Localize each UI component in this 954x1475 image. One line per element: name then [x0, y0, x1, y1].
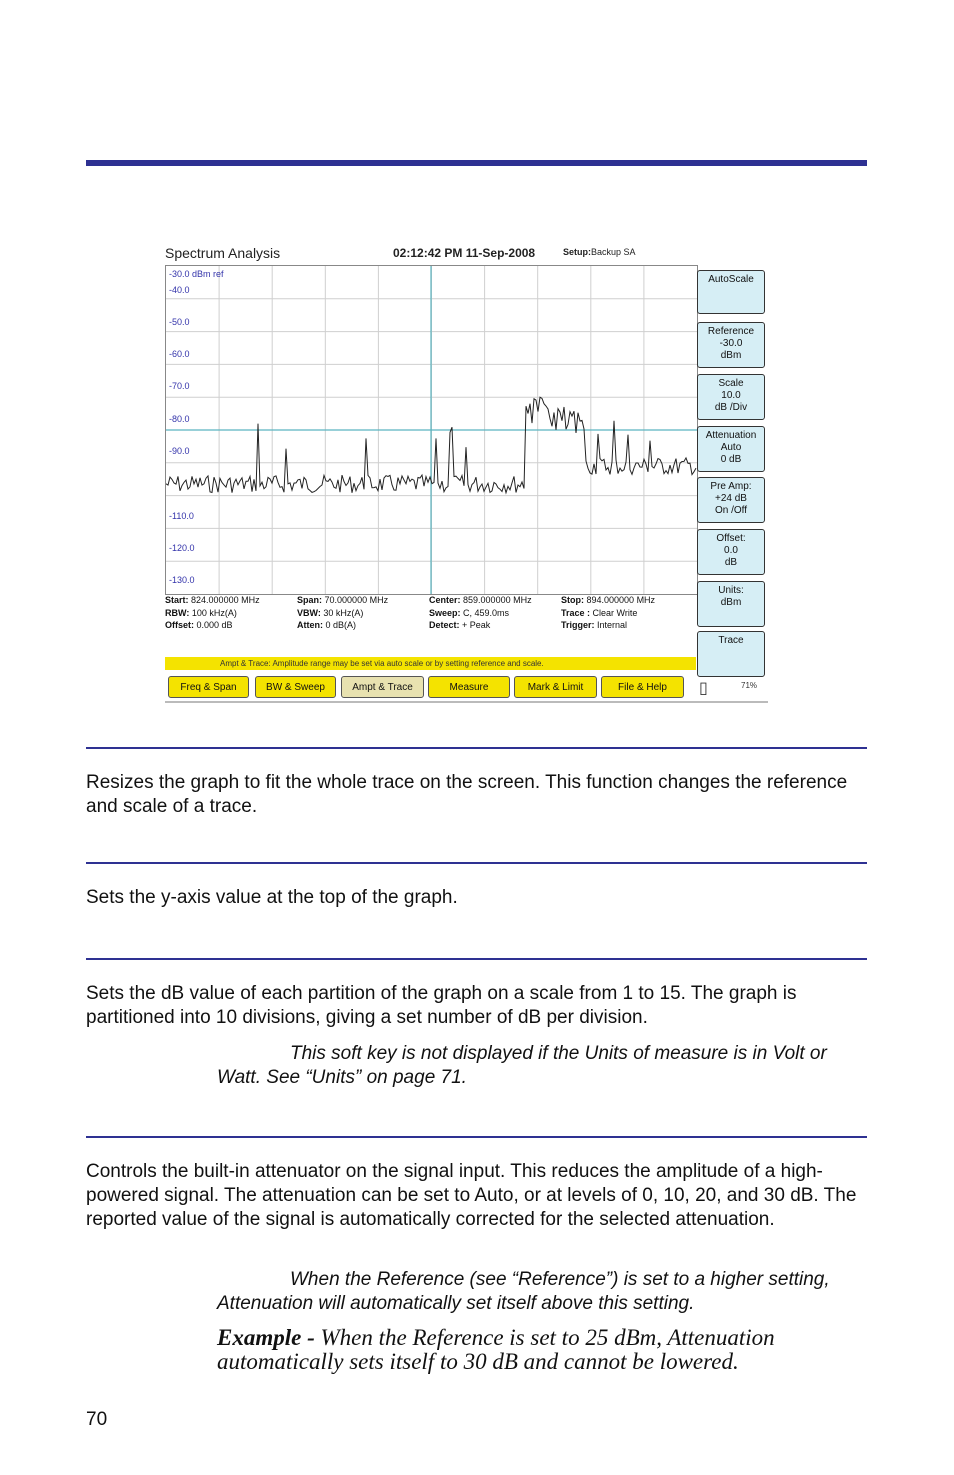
- y-label: -60.0: [169, 349, 190, 359]
- section-rule-scale: [86, 958, 867, 960]
- page-number: 70: [86, 1409, 108, 1430]
- screen-setup: Setup:Backup SA: [563, 247, 636, 257]
- screen-title: Spectrum Analysis: [165, 245, 281, 261]
- battery-percent: 71%: [741, 681, 758, 690]
- y-label: -70.0: [169, 381, 190, 391]
- info-col-4: Stop: 894.000000 MHz Trace : Clear Write Trigger: Internal: [561, 595, 656, 630]
- scale-note: This soft key is not displayed if the Units of measure is in Volt or Watt. See “Units” on page 71.: [217, 1043, 827, 1088]
- tab-freq-span[interactable]: Freq & Span: [168, 676, 249, 698]
- status-bar: Ampt & Trace: Amplitude range may be set via auto scale or by setting reference and scale.: [165, 657, 696, 670]
- header-rule: [86, 160, 867, 166]
- softkey-preamp[interactable]: Pre Amp: +24 dB On /Off: [697, 477, 765, 523]
- tab-measure[interactable]: Measure: [428, 676, 510, 698]
- spectrum-trace-graph: [166, 266, 697, 594]
- y-label: -130.0: [169, 575, 195, 585]
- y-label: -120.0: [169, 543, 195, 553]
- info-col-1: Start: 824.000000 MHz RBW: 100 kHz(A) Offset: 0.000 dB: [165, 595, 260, 630]
- softkey-units[interactable]: Units: dBm: [697, 581, 765, 627]
- softkey-trace[interactable]: Trace: [697, 631, 765, 677]
- reference-description: Sets the y-axis value at the top of the graph.: [86, 887, 458, 908]
- y-label: -50.0: [169, 317, 190, 327]
- reference-label: -30.0 dBm ref: [169, 269, 224, 279]
- attenuation-description: Controls the built-in attenuator on the signal input. This reduces the amplitude of a high-powered signal. The attenuation can be set to Auto, or at levels of 0, 10, 20, and 30 dB. The reported value of the signal is automatically corrected for the selected attenuation.: [86, 1161, 857, 1230]
- battery-icon: ▯: [699, 678, 708, 697]
- screen-time: 02:12:42 PM 11-Sep-2008: [393, 246, 536, 260]
- section-rule-attenuation: [86, 1136, 867, 1138]
- y-label: -40.0: [169, 285, 190, 295]
- softkey-reference[interactable]: Reference -30.0 dBm: [697, 322, 765, 368]
- tab-mark-limit[interactable]: Mark & Limit: [514, 676, 597, 698]
- softkey-autoscale[interactable]: AutoScale: [697, 270, 765, 314]
- tab-file-help[interactable]: File & Help: [601, 676, 684, 698]
- autoscale-description: Resizes the graph to fit the whole trace on the screen. This function changes the reference and scale of a trace.: [86, 772, 848, 817]
- softkey-scale[interactable]: Scale 10.0 dB /Div: [697, 374, 765, 420]
- attenuation-note: When the Reference (see “Reference”) is set to a higher setting, Attenuation will automatically set itself above this setting.: [217, 1269, 830, 1314]
- info-col-3: Center: 859.000000 MHz Sweep: C, 459.0ms Detect: + Peak: [429, 595, 532, 630]
- info-col-2: Span: 70.000000 MHz VBW: 30 kHz(A) Atten: 0 dB(A): [297, 595, 389, 630]
- section-rule-reference: [86, 862, 867, 864]
- softkey-attenuation[interactable]: Attenuation Auto 0 dB: [697, 426, 765, 472]
- section-rule-autoscale: [86, 747, 867, 749]
- tab-ampt-trace[interactable]: Ampt & Trace: [341, 676, 424, 698]
- tab-bw-sweep[interactable]: BW & Sweep: [255, 676, 336, 698]
- softkey-offset[interactable]: Offset: 0.0 dB: [697, 529, 765, 575]
- scale-description: Sets the dB value of each partition of the graph on a scale from 1 to 15. The graph is partitioned into 10 divisions, giving a set number of dB per division.: [86, 983, 797, 1028]
- y-label: -110.0: [169, 511, 194, 521]
- y-label: -80.0: [169, 414, 190, 424]
- screenshot-bottom-border: [165, 701, 768, 703]
- attenuation-example: Example - When the Reference is set to 25 dBm, Attenuation automatically sets itself to 30 dB and cannot be lowered.: [217, 1325, 775, 1374]
- spectrum-plot: [165, 265, 698, 595]
- y-label: -90.0: [169, 446, 190, 456]
- spectrum-screenshot: [165, 240, 768, 703]
